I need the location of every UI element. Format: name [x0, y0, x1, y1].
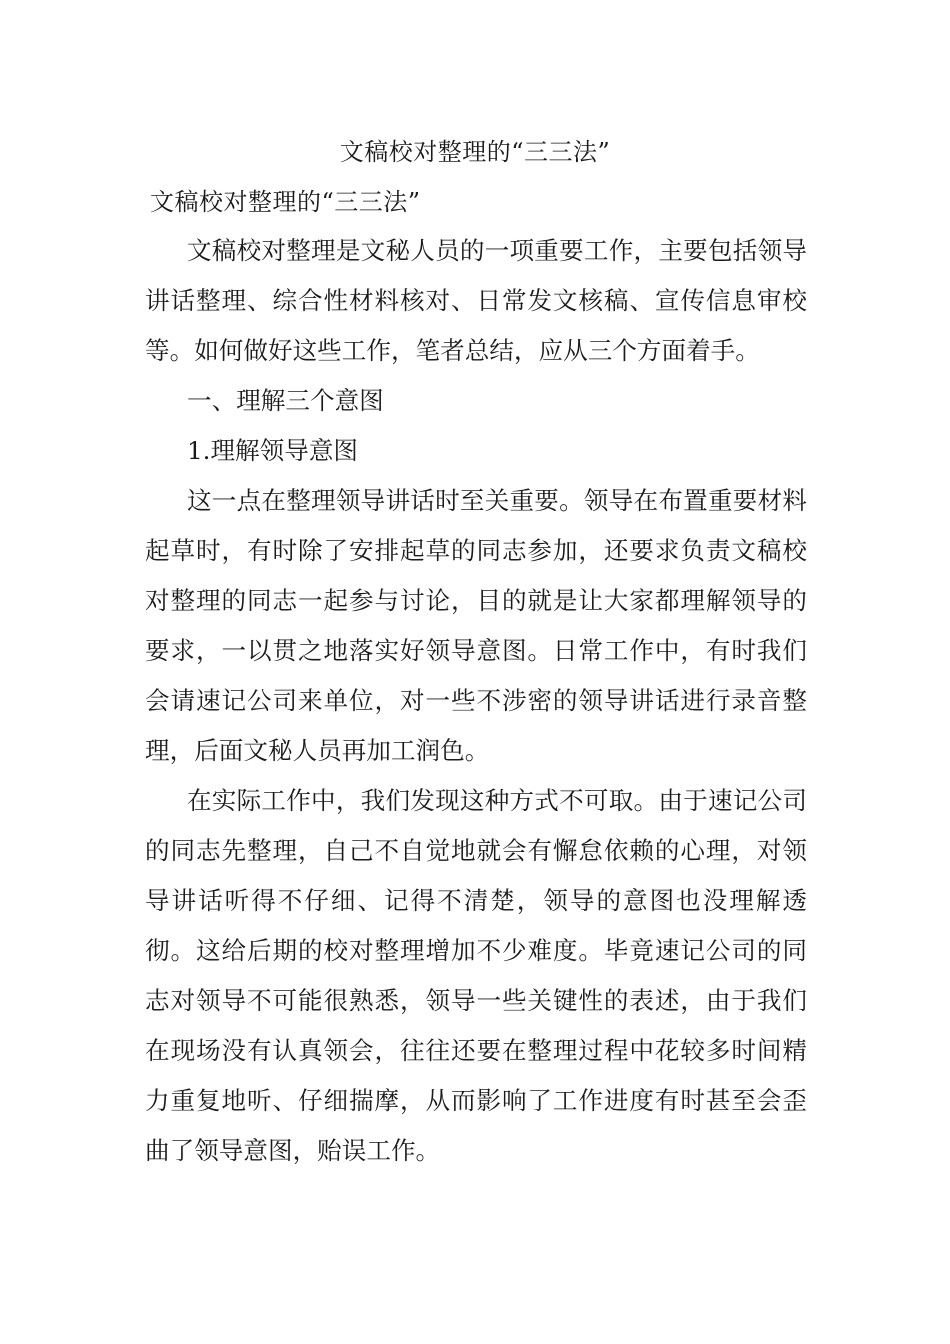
paragraph-intro: 文稿校对整理是文秘人员的一项重要工作，主要包括领导讲话整理、综合性材料核对、日常发文核稿、宣传信息审校等。如何做好这些工作，笔者总结，应从三个方面着手。	[145, 236, 807, 365]
document-subtitle: 文稿校对整理的“三三法”	[150, 188, 421, 216]
section-heading: 一、理解三个意图	[187, 386, 384, 415]
subsection-heading: 1.理解领导意图	[187, 436, 359, 465]
paragraph-body: 在实际工作中，我们发现这种方式不可取。由于速记公司的同志先整理，自己不自觉地就会有懈怠依赖的心理，对领导讲话听得不仔细、记得不清楚，领导的意图也没理解透彻。这给后期的校对整理增加不少难度。毕竟速记公司的同志对领导不可能很熟悉，领导一些关键性的表述，由于我们在现场没有认真领会，往往还要在整理过程中花较多时间精力重复地听、仔细揣摩，从而影响了工作进度有时甚至会歪曲了领导意图，贻误工作。	[145, 786, 807, 1165]
paragraph-body: 这一点在整理领导讲话时至关重要。领导在布置重要材料起草时，有时除了安排起草的同志参加，还要求负责文稿校对整理的同志一起参与讨论，目的就是让大家都理解领导的要求，一以贯之地落实好领导意图。日常工作中，有时我们会请速记公司来单位，对一些不涉密的领导讲话进行录音整理，后面文秘人员再加工润色。	[145, 486, 807, 765]
document-body	[145, 226, 807, 1176]
document-title: 文稿校对整理的“三三法”	[339, 138, 611, 166]
